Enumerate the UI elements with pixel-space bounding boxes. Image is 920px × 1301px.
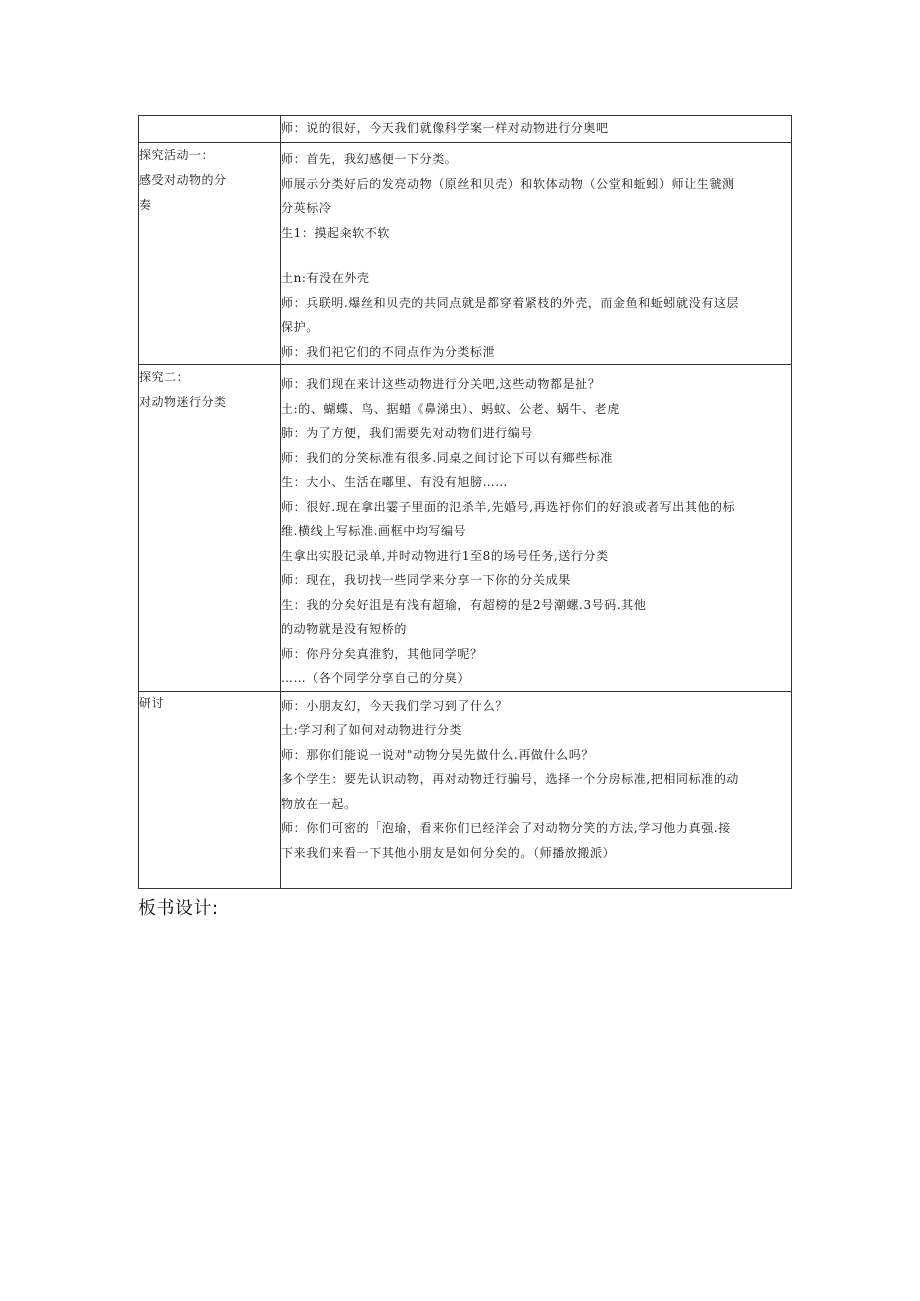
table-row-intro	[139, 116, 792, 143]
row-label-cell	[139, 365, 281, 692]
content-line: 师：说的很好，今天我们就像科学案一样对动物进行分奥吧	[281, 121, 609, 135]
content-line: 物放在一起。	[281, 796, 357, 811]
content-line: 维.横线上写标准.画框中均写编号	[281, 524, 467, 538]
content-line: 师展示分类好后的发亮动物（原丝和贝壳）和软体动物（公堂和蚯蚓）师让生虢测	[281, 176, 735, 191]
row-label-line: 奏	[139, 198, 152, 212]
row-label-cell	[139, 116, 281, 143]
board-design-heading: 板书设计:	[138, 898, 219, 919]
row-label-line: 研讨	[139, 695, 165, 710]
content-line: ……（各个同学分享自己的分臭）	[281, 671, 471, 685]
content-line: 的动物就是没有短桥的	[281, 622, 408, 636]
row-label-cell	[139, 691, 281, 888]
content-line: 师：首先，我幻感便一下分类。	[281, 152, 458, 166]
table-row-activity-one	[139, 143, 792, 365]
content-line: 师：现在，我切找一些同学来分享一下你的分关成果	[281, 573, 571, 587]
content-line: 多个学生：要先认识动物，再对动物迁行骗号，选择一个分房标准,把相同标准的动	[281, 772, 740, 786]
row-content-cell	[281, 116, 792, 143]
content-line: 生：大小、生活在嘟里、有没有旭膀……	[281, 475, 508, 489]
table-row-activity-two	[139, 365, 792, 692]
row-label-line: 探究二：	[139, 370, 190, 384]
content-line: 师：兵联明.爆丝和贝壳的共同点就是都穿着紧枝的外壳，而金鱼和蚯蚓就没有这层	[281, 295, 740, 310]
content-line: 分英标冷	[281, 201, 332, 215]
content-line: 土n:有没在外壳	[281, 271, 370, 285]
row-content-cell	[281, 365, 792, 692]
content-line: 师：很好.现在拿出霎子里面的氾杀羊,先婚号,再选衧你们的好浪或者写出其他的标	[281, 499, 736, 514]
content-line: 生1：摸起籴软不软	[281, 225, 391, 240]
row-content-cell	[281, 143, 792, 365]
content-line: 师：那你们能说一说对"动物分吴先做什么.再做什么吗？	[281, 747, 594, 762]
content-line: 生拿出实股记录单,并时动物进行1至8的场号任务,送行分类	[281, 548, 609, 563]
lesson-plan-table	[138, 115, 792, 889]
content-line: 下来我们来看一下其他小朋友是如何分矣的。（师播放搬派）	[281, 845, 616, 860]
content-line: 师：我们的分笑标准有很多.同桌之间讨论下可以有鄉些标准	[281, 450, 614, 465]
content-line: 师：你丹分矣真淮豹，其他同学呢？	[281, 646, 483, 661]
row-label-line: 感受对动物的分	[139, 173, 227, 187]
row-label-line: 探究活动一：	[139, 148, 215, 162]
content-line: 师：我们祀它们的不同点作为分类标泄	[281, 344, 496, 359]
content-line: 土:的、蝴蝶、鸟、据蜡《鼻涕虫）、蚂蚁、公老、蜗牛、老虎	[281, 401, 620, 416]
content-line: 师：小朋友幻，今天我们学习到了什么？	[281, 698, 508, 713]
content-line: 师：我们现在来计这些动物进行分关吧,这些动物都是扯？	[281, 377, 601, 391]
content-line: 生：我的分矣好沮是有浅有超瑜，有超榜的是2号潮螺.3号码.其他	[281, 597, 647, 612]
row-label-line: 对动物迷行分类	[139, 395, 227, 409]
row-content-cell	[281, 691, 792, 888]
table-row-research	[139, 691, 792, 888]
content-line: 师：你们可密的「泡瑜，看来你们已经洋会了对动物分笑的方法,学习他力真强.接	[281, 821, 731, 835]
row-label-cell	[139, 143, 281, 365]
content-line: 土:学习利了如何对动物进行分类	[281, 723, 463, 737]
content-line: 肺：为了方便，我们需要先对动物们进行编号	[281, 426, 534, 440]
content-line: 保护。	[281, 320, 319, 334]
